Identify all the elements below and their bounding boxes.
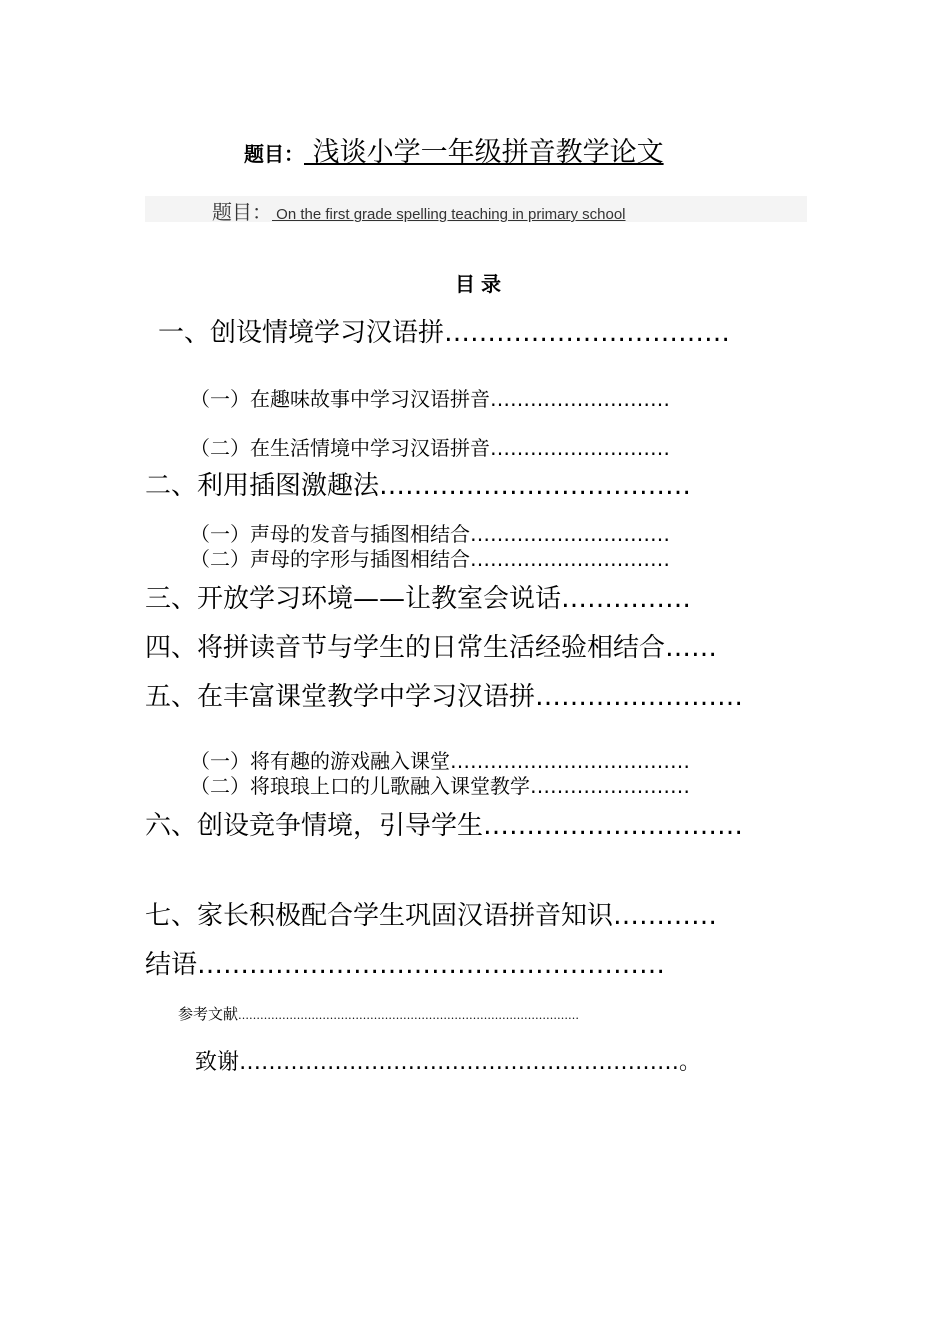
toc-entry-text: （一）将有趣的游戏融入课堂 bbox=[190, 749, 450, 773]
toc-entry[interactable] bbox=[145, 944, 665, 981]
title-en-label: 题目： bbox=[212, 200, 272, 224]
toc-leader-dots: ………………………… bbox=[483, 811, 744, 841]
toc-leader-dots: ……………………………………………… bbox=[197, 950, 666, 980]
toc-leader-dots: ………………………………………………………………………………… bbox=[238, 1009, 580, 1022]
toc-entry[interactable] bbox=[190, 770, 690, 799]
toc-entry[interactable] bbox=[190, 432, 670, 461]
toc-entry[interactable] bbox=[145, 627, 717, 664]
toc-entry-text: 七、家长积极配合学生巩固汉语拼音知识 bbox=[145, 901, 614, 931]
toc-entry[interactable] bbox=[178, 1003, 579, 1024]
toc-leader-dots: …… bbox=[665, 633, 718, 663]
toc-leader-dots: …………………………… bbox=[444, 318, 731, 348]
toc-leader-dots: …………………… bbox=[535, 682, 744, 712]
toc-leader-dots: ……………………………………………………。 bbox=[239, 1050, 702, 1075]
title-chinese bbox=[244, 130, 664, 169]
toc-entry-text: （二）声母的字形与插图相结合 bbox=[190, 547, 470, 571]
toc-entry[interactable] bbox=[195, 1045, 701, 1076]
toc-leader-dots: ……………………… bbox=[490, 387, 670, 411]
toc-entry[interactable] bbox=[145, 676, 743, 713]
toc-heading: 目录 bbox=[455, 272, 507, 296]
toc-entry-text: 五、在丰富课堂教学中学习汉语拼 bbox=[145, 682, 536, 712]
toc-entry[interactable] bbox=[145, 895, 717, 932]
toc-entry-text: 结语 bbox=[145, 950, 198, 980]
toc-leader-dots: ……………………………… bbox=[450, 749, 690, 773]
toc-leader-dots: ……………………………… bbox=[379, 471, 692, 501]
toc-entry[interactable] bbox=[190, 383, 670, 412]
toc-entry-text: 参考文献 bbox=[178, 1005, 239, 1023]
toc-entry-text: （二）在生活情境中学习汉语拼音 bbox=[190, 436, 490, 460]
toc-entry-text: 四、将拼读音节与学生的日常生活经验相结合 bbox=[145, 633, 666, 663]
title-en-text: On the first grade spelling teaching in primary school bbox=[272, 206, 626, 223]
toc-entry-text: 一、创设情境学习汉语拼 bbox=[158, 318, 445, 348]
toc-entry[interactable] bbox=[158, 312, 730, 349]
toc-leader-dots: ………………………… bbox=[470, 547, 670, 571]
title-text: 浅谈小学一年级拼音教学论文 bbox=[304, 137, 664, 168]
toc-entry-text: （一）声母的发音与插图相结合 bbox=[190, 522, 470, 546]
toc-entry-text: 三、开放学习环境——让教室会说话 bbox=[145, 584, 562, 614]
toc-leader-dots: ………… bbox=[613, 901, 718, 931]
toc-entry-text: 二、利用插图激趣法 bbox=[145, 471, 380, 501]
title-english bbox=[212, 196, 626, 225]
toc-entry-text: 致谢 bbox=[195, 1050, 240, 1075]
toc-entry-text: （二）将琅琅上口的儿歌融入课堂教学 bbox=[190, 774, 530, 798]
toc-leader-dots: …………… bbox=[561, 584, 692, 614]
toc-leader-dots: ……………………… bbox=[490, 436, 670, 460]
toc-entry-text: 六、创设竞争情境，引导学生 bbox=[145, 811, 484, 841]
toc-entry-text: （一）在趣味故事中学习汉语拼音 bbox=[190, 387, 490, 411]
toc-leader-dots: ………………………… bbox=[470, 522, 670, 546]
toc-entry[interactable] bbox=[145, 578, 691, 615]
toc-entry[interactable] bbox=[190, 543, 670, 572]
title-label: 题目： bbox=[244, 142, 304, 166]
toc-entry[interactable] bbox=[145, 465, 691, 502]
toc-entry[interactable] bbox=[145, 805, 743, 842]
toc-leader-dots: …………………… bbox=[530, 774, 690, 798]
